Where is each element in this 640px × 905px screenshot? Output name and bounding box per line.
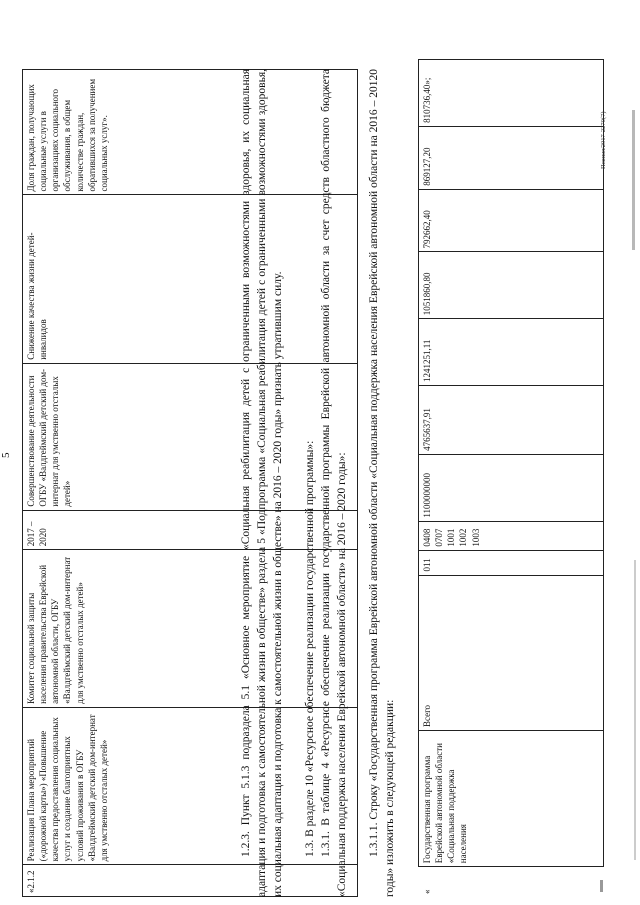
value-2019: 869127,20	[419, 126, 604, 189]
target-article: 1100000000	[419, 454, 604, 521]
value-2017: 1051860,80	[419, 252, 604, 319]
funding-source: Всего	[419, 575, 604, 731]
paragraph-1-3: 1.3. В разделе 10 «Ресурсное обеспечение реализации государственной программы»:	[304, 440, 316, 857]
paragraph-1-3-1: 1.3.1. В таблице 4 «Ресурсное обеспечение реализации государственной программы Еврейской автономной области за счет средств областного бюджета «Социальная поддержка населения Еврейской автономной области» на 2016 – 2020 годы»:	[320, 69, 348, 897]
scan-dot	[600, 880, 603, 892]
value-2016: 1241251,11	[419, 319, 604, 386]
paragraph-1-3-1-1: 1.3.1.1. Строку «Государственная программа Еврейской автономной области «Социальная поддержка населения Еврейской автономной области на 2016 – 20120 годы» изложить в следующей редакции:	[368, 69, 396, 897]
open-quote: «	[419, 867, 604, 897]
section-code: 1001	[446, 528, 457, 547]
page-number: 5	[0, 452, 12, 458]
period: 2017 – 2020	[23, 510, 358, 550]
row-number: «2.1.2	[23, 865, 358, 897]
indicator: Доля граждан, получающих социальные услуги в организациях социального обслуживания, в общем количестве граждан, обратившихся за получением социальных услуг».	[23, 70, 358, 195]
table-row	[419, 60, 604, 898]
section-code: 0408	[422, 528, 432, 547]
value-2020: 810736,40»;	[419, 60, 604, 127]
measure-name: Реализация Плана мероприятий («дорожной карты») «Повышение качества предоставления социальных услуг и создание благоприятных условий проживания в ОГБУ «Валдгеймский детский дом-интернат для умственно отсталых детей»	[23, 707, 358, 865]
scan-edge-mark	[632, 110, 635, 250]
program-name: Государственная программа Еврейской автономной области «Социальная поддержка населения	[419, 731, 604, 867]
section-code: 1002	[458, 528, 469, 547]
footer-code: Пжнкм/2017-2270(7)	[600, 111, 607, 169]
section-code: 0707	[434, 528, 445, 547]
section-code: 1003	[470, 528, 481, 547]
scan-edge-mark	[634, 560, 636, 860]
resources-table	[418, 59, 604, 897]
expected-result: Совершенствование деятельности ОГБУ «Валдгеймский детский дом-интернат для умственно отсталых детей»	[23, 363, 358, 510]
consequence: Снижение качества жизни детей-инвалидов	[23, 195, 358, 363]
paragraph-1-2-3: 1.2.3. Пункт 5.1.3 подраздела 5.1 «Основное мероприятие «Социальная реабилитация детей с ограниченными возможностями здоровья, их социальная адаптация и подготовка к самостоятельной жизни в обществе» раздела 5 «Подпрограмма «Социальная реабилитация детей с ограниченными возможностями здоровья, их социальная адаптация и подготовка к самостоятельной жизни в обществе» на 2016 – 2020 годы» признать утратившим силу.	[240, 69, 284, 897]
executor: Комитет социальной защиты населения правительства Еврейской автономной области, ОГБУ «Валдгеймский детский дом-интернат для умственно отсталых детей»	[23, 550, 358, 708]
value-2018: 792662,40	[419, 189, 604, 252]
section-codes	[419, 521, 604, 550]
grbs-code: 011	[419, 550, 604, 575]
value-total: 4765637,91	[419, 386, 604, 455]
